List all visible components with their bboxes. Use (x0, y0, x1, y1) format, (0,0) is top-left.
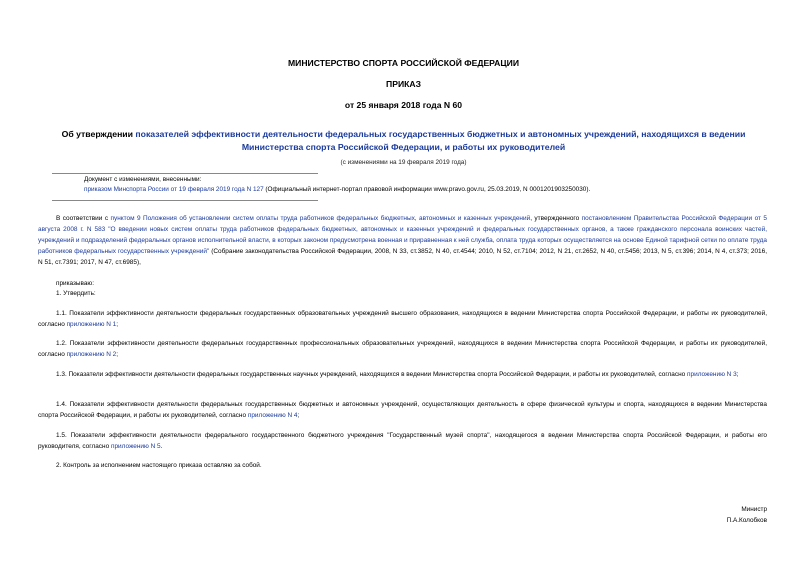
divider-bottom (52, 200, 318, 201)
item-text: 1.3. Показатели эффективности деятельности федеральных государственных научных учреждений, находящихся в ведении Министерства спорта Российской Федерации, и работы их руководителей, согласно (56, 371, 688, 378)
signature-name: П.А.Колобков (726, 517, 767, 524)
preamble-paragraph (38, 213, 767, 268)
item-1: 1. Утвердить: (56, 290, 96, 297)
item-end: ; (736, 371, 739, 378)
item-1-2 (38, 338, 767, 360)
date-number-heading: от 25 января 2018 года N 60 (344, 100, 463, 110)
divider-top (52, 173, 318, 174)
order-word: приказываю: (56, 280, 94, 287)
appendix-4-link[interactable]: приложению N 4 (247, 412, 298, 419)
appendix-3-link[interactable]: приложению N 3 (687, 371, 737, 378)
item-1-1 (38, 308, 767, 330)
ministry-heading: МИНИСТЕРСТВО СПОРТА РОССИЙСКОЙ ФЕДЕРАЦИИ (287, 58, 519, 68)
item-2: 2. Контроль за исполнением настоящего приказа оставляю за собой. (56, 462, 262, 469)
item-end: ; (297, 412, 300, 419)
appendix-5-link[interactable]: приложению N 5 (110, 443, 161, 450)
item-end: . (160, 443, 163, 450)
changes-line (84, 185, 774, 195)
item-1-3 (38, 369, 767, 380)
appendix-1-link[interactable]: приложению N 1 (66, 321, 117, 328)
changes-link[interactable]: приказом Минспорта России от 19 февраля 2019 года N 127 (84, 186, 264, 193)
preamble-text-1: В соответствии с (56, 215, 111, 222)
appendix-2-link[interactable]: приложению N 2 (66, 351, 117, 358)
preamble-text-3: (Собрание законодательства Российской Федерации, 2008, N 33, ст.3852, N 40, ст.4544; 2010, N 52, ст.7104; 2012, N 21, ст.2652, N 40, ст.5456; 2013, N 5, ст.396; 2014, N 4, ст.373; 2016, N 51, ст.7391; 2017, N 47, ст.6985), (38, 248, 767, 266)
preamble-link-2[interactable]: постановлением Правительства Российской Федерации от 5 августа 2008 г. N 583 "О введении новых систем оплаты труда работников федеральных бюджетных, автономных и казенных учреждений и федеральных государственных органов, а также гражданского персонала воинских частей, учреждений и подразделений федеральных органов исполнительной власти, в которых законом предусмотрена военная и приравненная к ней служба, оплата труда которых осуществляется на основе Единой тарифной сетки по оплате труда работников федеральных государственных учреждений" (38, 215, 767, 255)
title-link[interactable]: показателей эффективности деятельности федеральных государственных бюджетных и автономных учреждений, находящихся в ведении Министерства спорта Российской Федерации, и работы их руководителей (135, 129, 746, 152)
signature-role: Министр (741, 506, 767, 513)
item-end: ; (116, 321, 119, 328)
item-end: ; (116, 351, 119, 358)
document-title (40, 128, 767, 153)
changes-label: Документ с изменениями, внесенными: (84, 176, 202, 183)
item-text: 1.4. Показатели эффективности деятельности федеральных государственных бюджетных и автономных учреждений, осуществляющих деятельность в сфере физической культуры и спорта, находящихся в ведении Министерства спорта Российской Федерации, и работы их руководителей, согласно (38, 401, 767, 419)
preamble-text-2: , утвержденного (530, 215, 582, 222)
title-prefix: Об утверждении (61, 129, 136, 139)
changes-rest: (Официальный интернет-портал правовой информации www.pravo.gov.ru, 25.03.2019, N 0001201903250030). (263, 186, 591, 193)
preamble-link-1[interactable]: пунктом 9 Положения об установлении систем оплаты труда работников федеральных бюджетных, автономных и казенных учреждений (110, 215, 531, 222)
revision-note: (с изменениями на 19 февраля 2019 года) (340, 159, 467, 166)
item-1-4 (38, 399, 767, 421)
item-1-5 (38, 430, 767, 452)
item-text: 1.2. Показатели эффективности деятельности федеральных государственных профессиональных образовательных учреждений, находящихся в ведении Министерства спорта Российской Федерации, и работы их руководителей, согласно (38, 340, 767, 358)
doc-type-heading: ПРИКАЗ (386, 79, 421, 89)
item-text: 1.1. Показатели эффективности деятельности федеральных государственных образовательных учреждений высшего образования, находящихся в ведении Министерства спорта Российской Федерации, и работы их руководителей, согласно (38, 310, 767, 328)
signature-block (727, 504, 767, 526)
item-text: 1.5. Показатели эффективности деятельности федерального государственного бюджетного учреждения "Государственный музей спорта", находящегося в ведении Министерства спорта Российской Федерации, и работы его руководителя, согласно (38, 432, 767, 450)
